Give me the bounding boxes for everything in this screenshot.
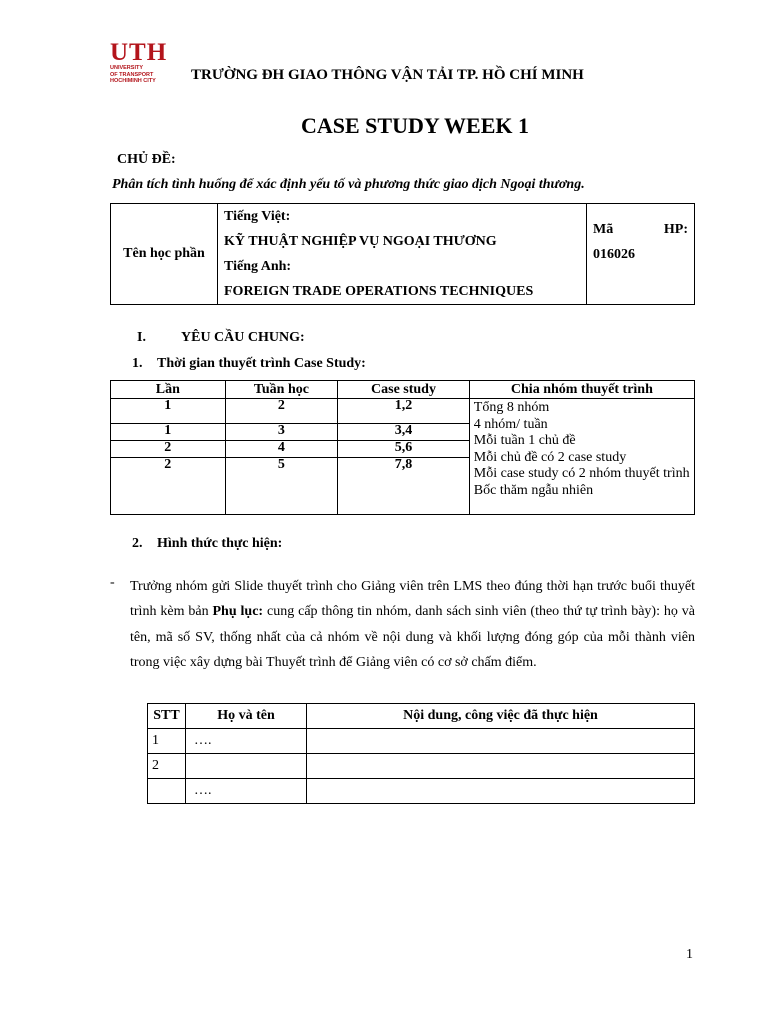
header-stt: STT [148, 704, 186, 729]
note-line: Mỗi case study có 2 nhóm thuyết trình [473, 466, 690, 482]
cell-name: …. [186, 729, 307, 754]
cell-lan: 2 [111, 441, 226, 458]
group-notes-cell [469, 399, 694, 515]
note-line: Tổng 8 nhóm [473, 400, 550, 415]
code-label-a: Mã [593, 221, 614, 237]
cell-work [307, 729, 695, 754]
header-lan: Lần [111, 381, 226, 399]
cell-work [307, 754, 695, 779]
subsection-heading [132, 536, 282, 552]
table-row [148, 729, 695, 754]
en-label: Tiếng Anh: [224, 259, 292, 274]
table-header-row [148, 704, 695, 729]
table-row [148, 779, 695, 804]
logo-line: HOCHIMINH CITY [110, 78, 156, 84]
cell-lan: 1 [111, 399, 226, 424]
cell-lan: 1 [111, 424, 226, 441]
schedule-table [110, 380, 695, 515]
university-logo [110, 40, 176, 85]
section-number: I. [137, 330, 146, 345]
cell-tuan: 2 [225, 399, 338, 424]
section-heading [137, 330, 305, 346]
cell-case: 7,8 [338, 458, 470, 515]
cell-case: 3,4 [338, 424, 470, 441]
note-line: Mỗi tuần 1 chủ đề [473, 433, 576, 449]
header-work: Nội dung, công việc đã thực hiện [307, 704, 695, 729]
appendix-label: Phụ lục: [212, 604, 264, 620]
subsection-title: Hình thức thực hiện: [157, 536, 283, 551]
cell-lan: 2 [111, 458, 226, 515]
course-names-cell [218, 204, 587, 305]
instruction-paragraph [130, 574, 695, 676]
para-text: cung cấp thông tin nhóm, danh sách sinh viên (theo thứ tự trình bày): họ và tên, mã số SV, thống nhất của cả nhóm về nội dung và khối lượng đóng góp của mỗi thành viên trong việc xây dựng bài Thuyết trình để Giảng viên có cơ sở chấm điểm. [130, 604, 696, 671]
logo-line: UNIVERSITY [110, 65, 144, 71]
topic-text: Phân tích tình huống để xác định yếu tố và phương thức giao dịch Ngoại thương. [112, 177, 585, 192]
course-label: Tên học phần [111, 204, 218, 305]
course-code-value: 016026 [593, 246, 635, 262]
note-line: Bốc thăm ngẫu nhiên [473, 482, 594, 498]
bullet-dash: - [110, 575, 115, 590]
header-case: Case study [338, 381, 470, 399]
table-header-row [111, 381, 695, 399]
course-info-table [110, 203, 695, 305]
en-course-name: FOREIGN TRADE OPERATIONS TECHNIQUES [224, 284, 534, 299]
table-row [148, 754, 695, 779]
cell-case: 5,6 [338, 441, 470, 458]
subsection-title: Thời gian thuyết trình Case Study: [157, 356, 366, 371]
table-row [111, 399, 695, 424]
code-label-b: HP: [663, 221, 688, 237]
cell-tuan: 3 [225, 424, 338, 441]
cell-name: …. [186, 779, 307, 804]
topic-label: CHỦ ĐỀ: [117, 152, 176, 167]
vi-label: Tiếng Việt: [224, 209, 291, 224]
cell-case: 1,2 [338, 399, 470, 424]
page-number: 1 [686, 947, 693, 962]
subsection-number: 1. [132, 356, 143, 371]
vi-course-name: KỸ THUẬT NGHIỆP VỤ NGOẠI THƯƠNG [224, 234, 497, 249]
cell-tuan: 5 [225, 458, 338, 515]
subsection-number: 2. [132, 536, 143, 551]
subsection-heading [132, 356, 366, 372]
document-title: CASE STUDY WEEK 1 [300, 113, 529, 138]
note-line: 4 nhóm/ tuần [473, 416, 548, 432]
school-name: TRƯỜNG ĐH GIAO THÔNG VẬN TẢI TP. HỒ CHÍ MINH [191, 67, 584, 83]
cell-work [307, 779, 695, 804]
cell-stt: 2 [148, 754, 186, 779]
header-tuan: Tuần học [225, 381, 338, 399]
note-line: Mỗi chủ đề có 2 case study [473, 449, 627, 465]
section-title: YÊU CẦU CHUNG: [181, 330, 305, 345]
code-label [593, 217, 688, 242]
para-text: Trưởng nhóm gửi Slide thuyết trình cho Giảng viên trên LMS theo đúng thời hạn trước buổi thuyết trình kèm bản [130, 579, 695, 620]
logo-text: UTH [110, 39, 168, 66]
cell-stt: 1 [148, 729, 186, 754]
cell-stt [148, 779, 186, 804]
header-name: Họ và tên [186, 704, 307, 729]
cell-tuan: 4 [225, 441, 338, 458]
course-code-cell [587, 204, 695, 305]
cell-name [186, 754, 307, 779]
header-chia-nhom: Chia nhóm thuyết trình [469, 381, 694, 399]
members-table [147, 703, 695, 804]
logo-line: OF TRANSPORT [110, 71, 154, 78]
